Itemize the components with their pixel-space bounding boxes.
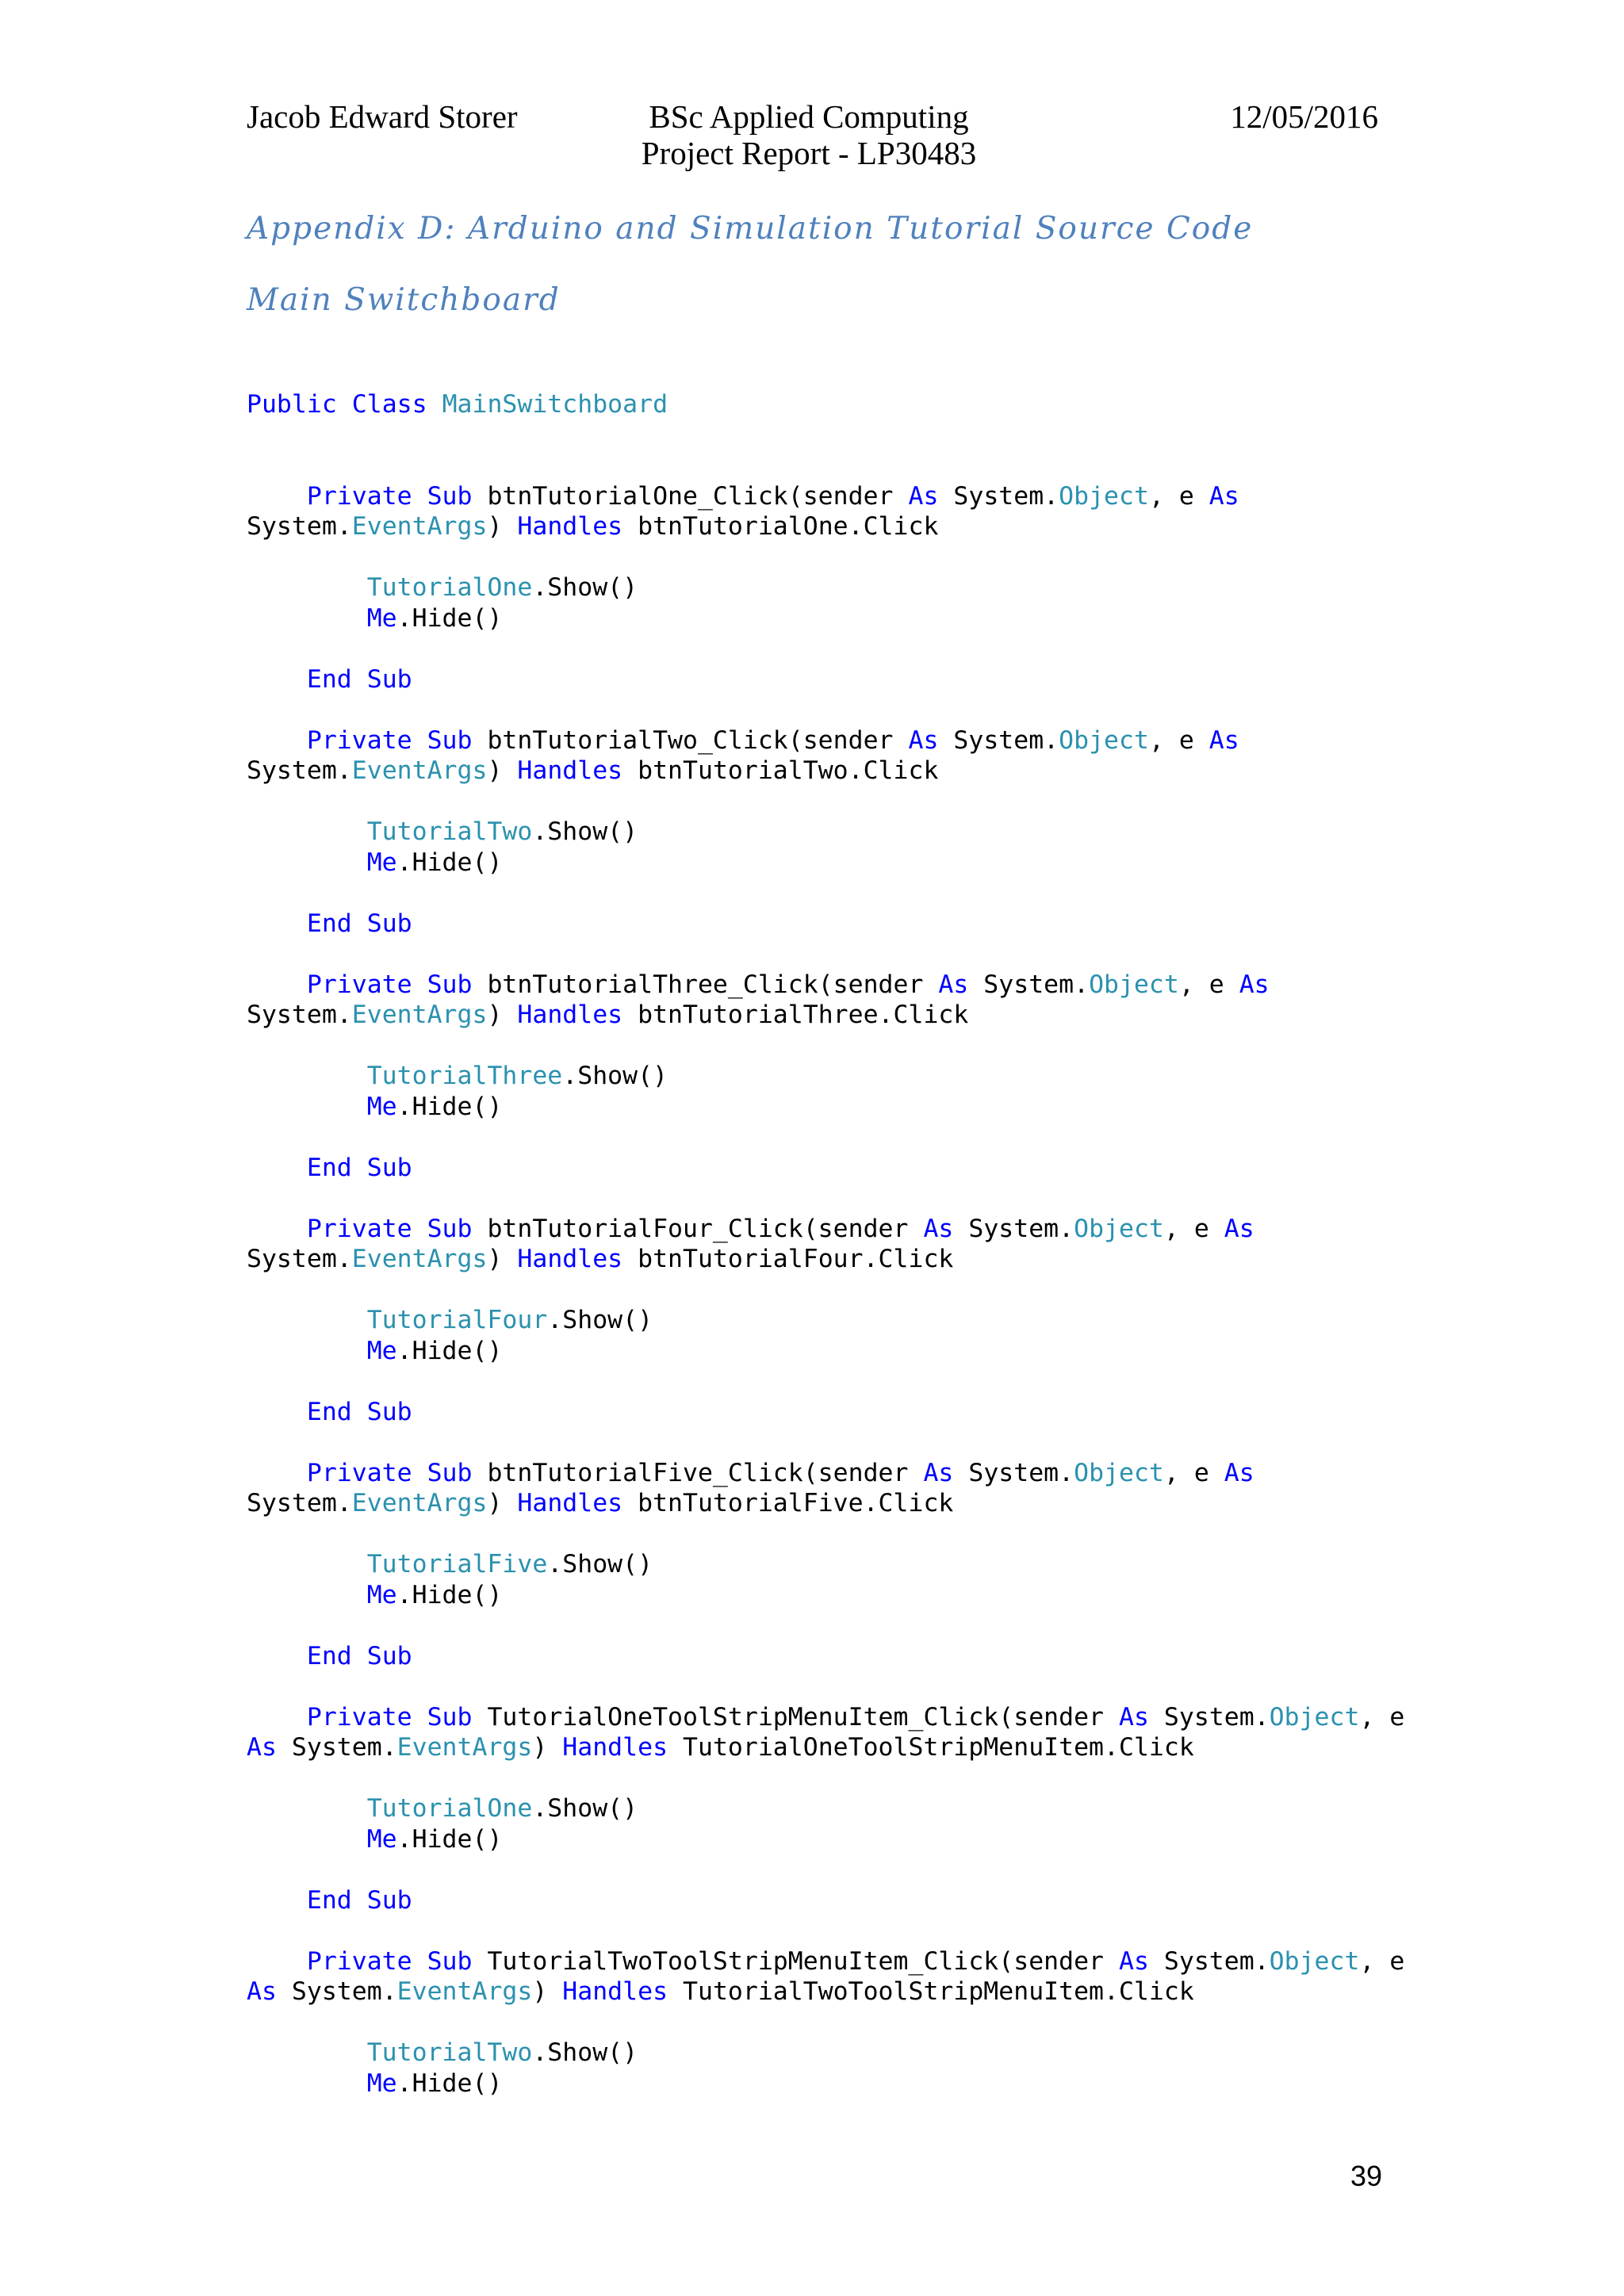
code-text <box>412 1947 427 1976</box>
code-text: .Show() <box>532 1794 638 1823</box>
code-line <box>247 2007 1404 2038</box>
code-line <box>247 1122 1404 1153</box>
code-text: .Show() <box>532 817 638 846</box>
code-line <box>247 389 1404 420</box>
code-line <box>247 1214 1404 1245</box>
code-keyword: Sub <box>427 1946 473 1976</box>
code-keyword: Me <box>366 1336 397 1365</box>
code-text <box>412 482 427 511</box>
code-keyword: Private <box>306 1702 412 1732</box>
code-keyword: End <box>306 1153 352 1182</box>
code-keyword: Handles <box>517 1245 623 1273</box>
code-keyword: Public <box>247 390 337 419</box>
code-text <box>247 1794 367 1823</box>
code-text: btnTutorialOne.Click <box>622 512 939 541</box>
code-line <box>247 664 1404 695</box>
code-keyword: Sub <box>427 1702 473 1732</box>
code-text <box>247 1703 307 1732</box>
code-line <box>247 1153 1404 1184</box>
code-text: System. <box>968 970 1090 999</box>
code-text: btnTutorialFour.Click <box>622 1245 954 1273</box>
code-type-name: EventArgs <box>396 1977 533 2006</box>
code-keyword: Handles <box>562 1977 668 2006</box>
code-keyword: Handles <box>562 1733 668 1762</box>
code-text <box>247 970 307 999</box>
code-line <box>247 2068 1404 2099</box>
code-text <box>337 390 352 419</box>
code-text <box>247 1886 307 1915</box>
code-line <box>247 1305 1404 1336</box>
code-keyword: Private <box>306 725 412 755</box>
code-text: btnTutorialThree.Click <box>622 1001 969 1029</box>
code-text: TutorialOneToolStripMenuItem.Click <box>668 1733 1194 1762</box>
code-line <box>247 542 1404 573</box>
code-keyword: Sub <box>427 481 473 511</box>
code-text: System. <box>1148 1946 1270 1976</box>
code-line <box>247 633 1404 664</box>
code-keyword: Me <box>366 603 397 633</box>
code-text: btnTutorialThree_Click(sender <box>472 970 939 999</box>
page-number: 39 <box>1350 2160 1382 2192</box>
code-type-name: EventArgs <box>396 1733 533 1762</box>
code-text: , e <box>1359 1946 1405 1976</box>
code-type-name: EventArgs <box>351 756 488 785</box>
code-text: ) <box>487 1489 518 1517</box>
code-line <box>247 1336 1404 1367</box>
code-text: btnTutorialFive.Click <box>622 1489 954 1517</box>
code-text <box>247 1642 307 1670</box>
code-keyword: Sub <box>427 725 473 755</box>
code-text: System. <box>247 1001 352 1029</box>
code-keyword: As <box>247 1733 277 1762</box>
code-text <box>247 1581 367 1609</box>
code-text <box>412 726 427 755</box>
code-type-name: Object <box>1059 725 1149 755</box>
code-line <box>247 1793 1404 1824</box>
code-keyword: Sub <box>366 1641 412 1670</box>
code-keyword: As <box>1208 481 1239 511</box>
code-text <box>247 482 307 511</box>
code-line <box>247 1183 1404 1214</box>
code-keyword: As <box>1224 1458 1254 1487</box>
code-text: , e <box>1178 970 1239 999</box>
header-course-line1: BSc Applied Computing <box>649 98 969 135</box>
code-type-name: EventArgs <box>351 1001 488 1029</box>
code-line <box>247 848 1404 878</box>
code-line <box>247 1854 1404 1885</box>
code-text <box>412 1703 427 1732</box>
code-line <box>247 1671 1404 1702</box>
code-line <box>247 786 1404 817</box>
code-keyword: As <box>923 1214 954 1243</box>
code-text: , e <box>1148 725 1209 755</box>
header-course <box>619 98 999 171</box>
code-line <box>247 878 1404 909</box>
code-type-name: EventArgs <box>351 512 488 541</box>
code-line <box>247 1275 1404 1306</box>
code-keyword: Handles <box>517 756 623 785</box>
code-line <box>247 1488 1404 1519</box>
code-text <box>247 1215 307 1243</box>
code-text: System. <box>1148 1702 1270 1732</box>
code-text: , e <box>1163 1458 1224 1487</box>
code-line <box>247 420 1404 451</box>
code-text: , e <box>1359 1702 1405 1732</box>
code-text: , e <box>1148 481 1209 511</box>
code-line <box>247 1366 1404 1397</box>
code-line <box>247 1549 1404 1580</box>
code-keyword: As <box>908 481 939 511</box>
code-text: .Hide() <box>396 1092 503 1121</box>
code-keyword: Me <box>366 1580 397 1609</box>
code-text: System. <box>247 756 352 785</box>
code-text: TutorialTwoToolStripMenuItem.Click <box>668 1977 1194 2006</box>
source-code-block <box>247 389 1404 2099</box>
code-type-name: TutorialFive <box>366 1550 548 1578</box>
code-keyword: As <box>1118 1946 1149 1976</box>
code-type-name: Object <box>1059 481 1149 511</box>
code-keyword: As <box>923 1458 954 1487</box>
code-type-name: TutorialOne <box>366 573 533 602</box>
code-line <box>247 1732 1404 1763</box>
code-type-name: Object <box>1089 970 1179 999</box>
code-text <box>247 1337 367 1365</box>
code-text <box>247 1550 367 1578</box>
code-keyword: Handles <box>517 1001 623 1029</box>
code-text <box>352 909 367 938</box>
code-keyword: End <box>306 1885 352 1915</box>
code-line <box>247 1397 1404 1428</box>
code-line <box>247 756 1404 786</box>
header-course-line2: Project Report - LP30483 <box>641 135 977 171</box>
code-text: TutorialTwoToolStripMenuItem_Click(sender <box>472 1946 1119 1976</box>
code-text: ) <box>532 1977 563 2006</box>
code-text <box>247 1398 307 1426</box>
code-text: .Show() <box>547 1550 653 1578</box>
code-keyword: Sub <box>427 1214 473 1243</box>
code-text <box>352 1642 367 1670</box>
code-line <box>247 1458 1404 1489</box>
code-line <box>247 1031 1404 1062</box>
code-text: .Hide() <box>396 1336 503 1365</box>
code-text: btnTutorialTwo_Click(sender <box>472 725 909 755</box>
code-keyword: Sub <box>366 1885 412 1915</box>
code-text: .Hide() <box>396 848 503 877</box>
code-keyword: Private <box>306 1458 412 1487</box>
code-keyword: As <box>938 970 969 999</box>
code-keyword: As <box>1208 725 1239 755</box>
code-text <box>247 2038 367 2067</box>
code-text: ) <box>487 756 518 785</box>
code-line <box>247 1580 1404 1611</box>
code-text <box>352 1886 367 1915</box>
code-type-name: TutorialFour <box>366 1306 548 1334</box>
code-line <box>247 909 1404 939</box>
code-type-name: TutorialTwo <box>366 817 533 846</box>
code-keyword: As <box>1118 1702 1149 1732</box>
code-type-name: MainSwitchboard <box>442 390 668 419</box>
code-text: System. <box>247 1245 352 1273</box>
code-keyword: As <box>1224 1214 1254 1243</box>
code-text: .Hide() <box>396 1580 503 1609</box>
code-type-name: Object <box>1269 1702 1360 1732</box>
code-text <box>352 665 367 694</box>
appendix-heading: Appendix D: Arduino and Simulation Tutorial Source Code <box>247 211 1254 247</box>
code-keyword: Me <box>366 1824 397 1854</box>
code-keyword: Sub <box>427 1458 473 1487</box>
code-text: btnTutorialTwo.Click <box>622 756 939 785</box>
code-line <box>247 1610 1404 1641</box>
code-keyword: Class <box>351 390 427 419</box>
code-text <box>247 604 367 633</box>
code-line <box>247 939 1404 970</box>
code-text <box>247 848 367 877</box>
code-line <box>247 1763 1404 1794</box>
code-text: ) <box>487 1245 518 1273</box>
header-author: Jacob Edward Storer <box>247 98 518 135</box>
code-line <box>247 1885 1404 1916</box>
code-line <box>247 970 1404 1001</box>
code-line <box>247 1702 1404 1733</box>
code-line <box>247 603 1404 634</box>
code-text <box>427 390 442 419</box>
code-keyword: End <box>306 1641 352 1670</box>
code-text: TutorialOneToolStripMenuItem_Click(sender <box>472 1702 1119 1732</box>
code-text: btnTutorialFour_Click(sender <box>472 1214 924 1243</box>
code-text <box>412 1215 427 1243</box>
code-text: System. <box>247 512 352 541</box>
code-keyword: Sub <box>366 1153 412 1182</box>
code-text <box>352 1154 367 1182</box>
code-keyword: Private <box>306 1946 412 1976</box>
code-line <box>247 1092 1404 1123</box>
code-type-name: EventArgs <box>351 1245 488 1273</box>
code-line <box>247 450 1404 481</box>
code-keyword: Private <box>306 1214 412 1243</box>
code-line <box>247 572 1404 603</box>
code-keyword: Sub <box>427 970 473 999</box>
code-text: , e <box>1163 1214 1224 1243</box>
code-text: System. <box>953 1214 1074 1243</box>
code-keyword: Handles <box>517 1489 623 1517</box>
code-line <box>247 817 1404 848</box>
code-type-name: Object <box>1074 1458 1164 1487</box>
code-type-name: Object <box>1074 1214 1164 1243</box>
code-text: System. <box>938 481 1059 511</box>
code-line <box>247 725 1404 756</box>
code-keyword: Me <box>366 2068 397 2098</box>
code-type-name: Object <box>1269 1946 1360 1976</box>
code-type-name: TutorialThree <box>366 1062 563 1090</box>
section-heading: Main Switchboard <box>247 282 561 318</box>
code-keyword: End <box>306 1397 352 1426</box>
code-line <box>247 1824 1404 1855</box>
code-keyword: End <box>306 909 352 938</box>
code-keyword: As <box>908 725 939 755</box>
code-line <box>247 1641 1404 1672</box>
code-text <box>412 970 427 999</box>
code-text <box>247 665 307 694</box>
code-text <box>352 1398 367 1426</box>
code-keyword: Sub <box>366 909 412 938</box>
code-text <box>247 1306 367 1334</box>
code-text <box>247 1154 307 1182</box>
code-type-name: TutorialOne <box>366 1794 533 1823</box>
code-line <box>247 2038 1404 2068</box>
code-line <box>247 511 1404 542</box>
code-line <box>247 481 1404 512</box>
code-text: .Hide() <box>396 2068 503 2098</box>
code-text: ) <box>487 512 518 541</box>
code-text: System. <box>276 1733 397 1762</box>
code-text <box>247 726 307 755</box>
code-line <box>247 1915 1404 1946</box>
code-line <box>247 1000 1404 1031</box>
code-text <box>247 1825 367 1854</box>
code-text: .Show() <box>532 573 638 602</box>
code-text: System. <box>276 1977 397 2006</box>
code-keyword: Sub <box>366 1397 412 1426</box>
code-line <box>247 1061 1404 1092</box>
code-text: .Hide() <box>396 1824 503 1854</box>
code-text: btnTutorialOne_Click(sender <box>472 481 909 511</box>
code-text: ) <box>487 1001 518 1029</box>
code-text <box>247 1459 307 1487</box>
code-keyword: Me <box>366 848 397 877</box>
code-type-name: TutorialTwo <box>366 2038 533 2067</box>
code-text: System. <box>938 725 1059 755</box>
code-text: System. <box>953 1458 1074 1487</box>
code-text: .Show() <box>532 2038 638 2067</box>
code-text: .Hide() <box>396 603 503 633</box>
code-keyword: As <box>1239 970 1270 999</box>
header-date: 12/05/2016 <box>1230 98 1378 135</box>
code-text <box>247 2069 367 2098</box>
code-text <box>247 1947 307 1976</box>
code-text: System. <box>247 1489 352 1517</box>
code-line <box>247 1427 1404 1458</box>
code-text <box>412 1459 427 1487</box>
code-keyword: Private <box>306 481 412 511</box>
code-keyword: Sub <box>366 664 412 694</box>
code-text <box>247 817 367 846</box>
code-line <box>247 1244 1404 1275</box>
code-text <box>247 1093 367 1121</box>
code-type-name: EventArgs <box>351 1489 488 1517</box>
code-text: .Show() <box>562 1062 668 1090</box>
code-keyword: Me <box>366 1092 397 1121</box>
code-text <box>247 909 307 938</box>
code-text: btnTutorialFive_Click(sender <box>472 1458 924 1487</box>
code-line <box>247 1946 1404 1977</box>
code-text <box>247 1062 367 1090</box>
code-line <box>247 1976 1404 2007</box>
code-keyword: Private <box>306 970 412 999</box>
code-line <box>247 1519 1404 1550</box>
code-keyword: As <box>247 1977 277 2006</box>
code-text: ) <box>532 1733 563 1762</box>
code-keyword: End <box>306 664 352 694</box>
code-keyword: Handles <box>517 512 623 541</box>
code-text: .Show() <box>547 1306 653 1334</box>
code-line <box>247 695 1404 725</box>
code-text <box>247 573 367 602</box>
